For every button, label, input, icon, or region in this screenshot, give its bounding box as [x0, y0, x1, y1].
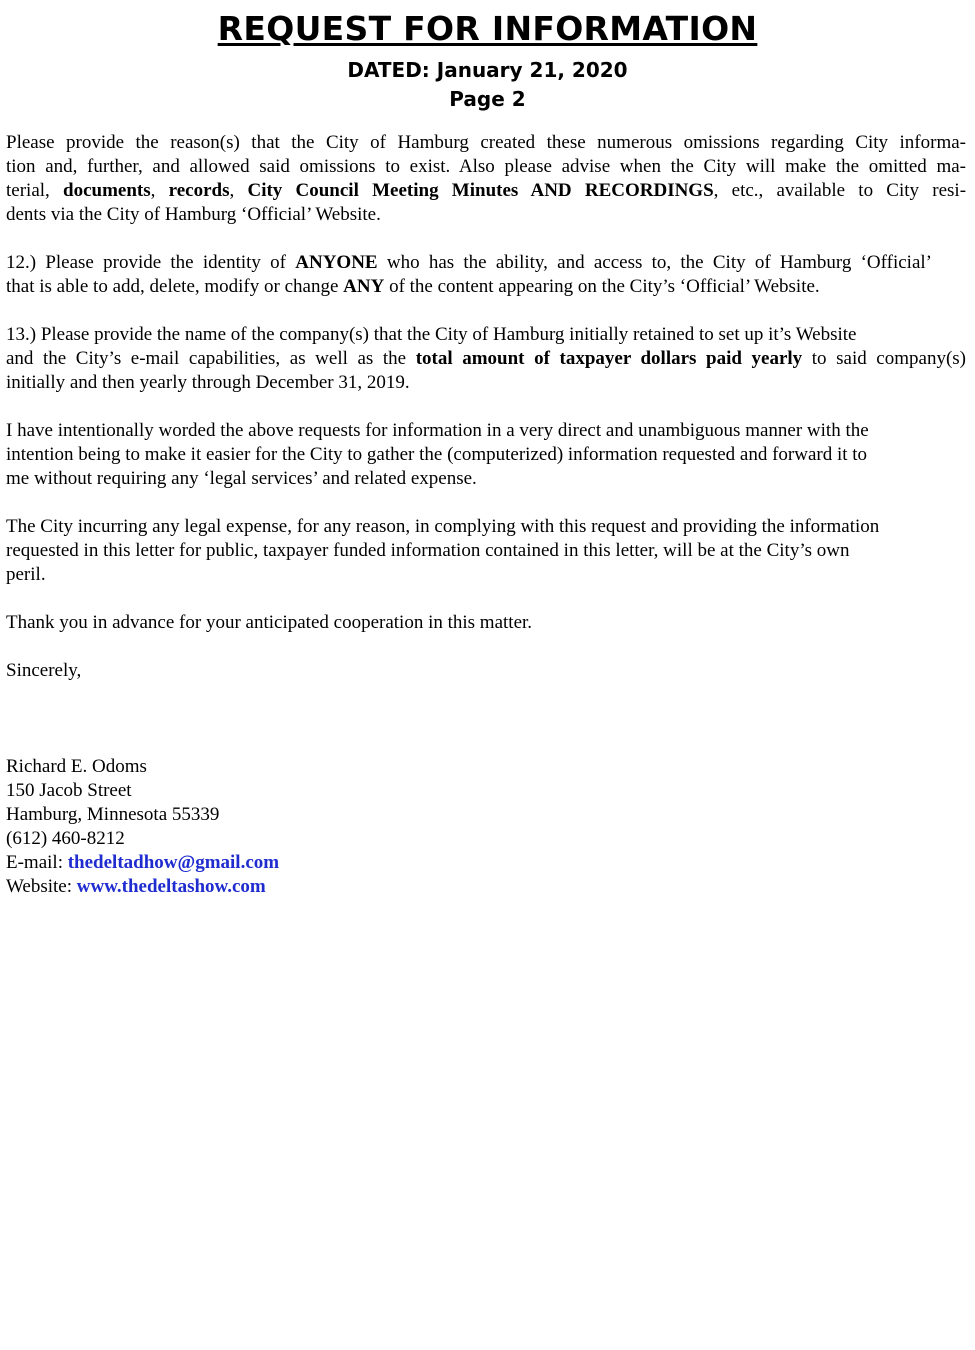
text-line: dents via the City of Hamburg ‘Official’ Website. [6, 204, 381, 225]
text-line: The City incurring any legal expense, for any reason, in complying with this request and providing the information [6, 516, 880, 537]
sender-phone: (612) 460-8212 [6, 828, 125, 849]
text-span: to said company(s) [802, 348, 967, 369]
website-link[interactable]: www.thedeltashow.com [76, 876, 266, 897]
sender-street: 150 Jacob Street [6, 780, 132, 801]
text-line: 13.) Please provide the name of the company(s) that the City of Hamburg initially retained to set up it’s Website [6, 324, 857, 345]
bold-text: total amount of taxpayer dollars paid yearly [415, 348, 803, 369]
text-span: of the content appearing on the City’s ‘Official’ Website. [384, 276, 820, 297]
sender-name: Richard E. Odoms [6, 756, 147, 777]
paragraph-omissions [6, 131, 966, 227]
text-line [6, 275, 966, 299]
text-line: Please provide the reason(s) that the City of Hamburg created these numerous omissions regarding City informa- [6, 132, 966, 153]
text-span: that is able to add, delete, modify or change [6, 276, 344, 297]
paragraph-thanks [6, 611, 966, 635]
letter-body [6, 131, 966, 899]
bold-text: records [168, 180, 230, 201]
signature-space [6, 683, 966, 755]
bold-text: documents [63, 180, 151, 201]
text-line: initially and then yearly through December 31, 2019. [6, 372, 410, 393]
text-span: terial, [6, 180, 64, 201]
sender-website-line [6, 875, 966, 899]
text-line: I have intentionally worded the above requests for information in a very direct and unambiguous manner with the [6, 420, 869, 441]
letter-date: DATED: January 21, 2020 [347, 58, 628, 82]
sender-email-line [6, 851, 966, 875]
text-span: , etc., available to City resi- [713, 180, 967, 201]
sender-city: Hamburg, Minnesota 55339 [6, 804, 220, 825]
paragraph-legal-expense [6, 515, 966, 587]
paragraph-intent [6, 419, 966, 491]
text-span: 12.) Please provide the identity of [6, 252, 296, 273]
paragraph-item-12 [6, 251, 966, 299]
letter-header [0, 8, 975, 114]
text-line: intention being to make it easier for the City to gather the (computerized) information requested and forward it to [6, 444, 868, 465]
text-line: me without requiring any ‘legal services’ and related expense. [6, 468, 477, 489]
text-line: tion and, further, and allowed said omissions to exist. Also please advise when the City will make the omitted ma- [6, 156, 966, 177]
closing-text: Sincerely, [6, 660, 82, 681]
text-line [6, 251, 932, 275]
email-link[interactable]: thedeltadhow@gmail.com [67, 852, 280, 873]
page-number: Page 2 [449, 87, 526, 111]
text-line: requested in this letter for public, taxpayer funded information contained in this letter, will be at the City’s own [6, 540, 850, 561]
text-line: Thank you in advance for your anticipated cooperation in this matter. [6, 612, 533, 633]
contact-block [6, 755, 966, 899]
text-line [6, 347, 966, 371]
bold-text: City Council Meeting Minutes AND RECORDINGS [247, 180, 714, 201]
text-span: , [229, 180, 248, 201]
website-label: Website: [6, 876, 77, 897]
text-span: and the City’s e-mail capabilities, as well as the [6, 348, 416, 369]
page-title: REQUEST FOR INFORMATION [217, 9, 758, 48]
text-line [6, 179, 966, 203]
paragraph-item-13 [6, 323, 966, 395]
text-line: peril. [6, 564, 46, 585]
bold-text: ANY [343, 276, 385, 297]
text-span: , [150, 180, 169, 201]
bold-text: ANYONE [295, 252, 378, 273]
closing [6, 659, 966, 683]
text-span: who has the ability, and access to, the City of Hamburg ‘Official’ [377, 252, 932, 273]
email-label: E-mail: [6, 852, 68, 873]
